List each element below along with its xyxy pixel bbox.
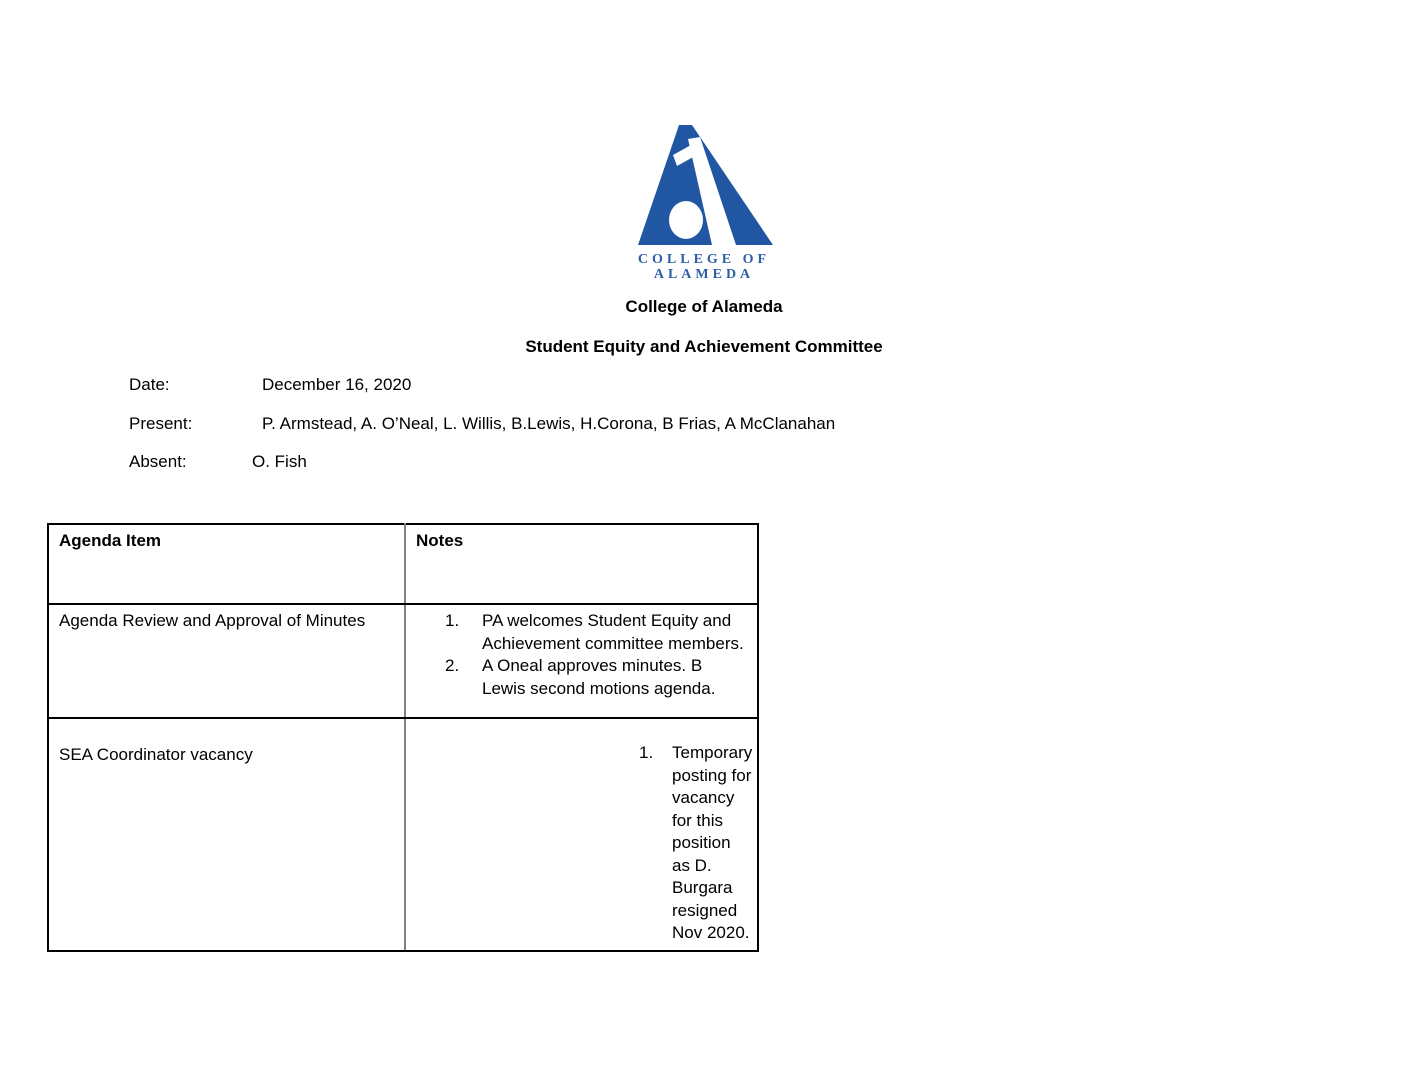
- logo-wordmark-line2: ALAMEDA: [653, 267, 755, 282]
- notes-list: [639, 742, 752, 945]
- absent-value: O. Fish: [252, 452, 307, 471]
- date-label: Date:: [129, 375, 170, 394]
- logo-wordmark-line1: COLLEGE OF: [637, 252, 771, 267]
- notes-cell: [405, 718, 758, 951]
- note-item: Temporary posting for vacancy for this position as D. Burgara resigned Nov 2020.: [672, 743, 753, 942]
- agenda-table: [47, 523, 759, 952]
- logo-wordmark: [554, 252, 854, 282]
- absent-label: Absent:: [129, 452, 187, 471]
- note-item: A Oneal approves minutes. B Lewis second motions agenda.: [482, 656, 716, 698]
- column-header-agenda-item: Agenda Item: [48, 524, 405, 604]
- table-header-row: [48, 524, 758, 604]
- table-row: [48, 718, 758, 951]
- notes-list: [445, 610, 749, 700]
- document-subtitle: Student Equity and Achievement Committee: [525, 337, 883, 356]
- present-label: Present:: [129, 414, 193, 433]
- agenda-item-cell: SEA Coordinator vacancy: [48, 718, 405, 951]
- column-header-notes: Notes: [405, 524, 758, 604]
- agenda-item-cell: Agenda Review and Approval of Minutes: [48, 604, 405, 718]
- present-value: P. Armstead, A. O’Neal, L. Willis, B.Lewis, H.Corona, B Frias, A McClanahan: [262, 414, 836, 433]
- college-of-alameda-logo-icon: [633, 125, 775, 247]
- notes-cell: [405, 604, 758, 718]
- note-item: PA welcomes Student Equity and Achievement committee members.: [482, 611, 744, 653]
- document-title: College of Alameda: [625, 297, 783, 316]
- table-row: [48, 604, 758, 718]
- date-value: December 16, 2020: [262, 375, 412, 394]
